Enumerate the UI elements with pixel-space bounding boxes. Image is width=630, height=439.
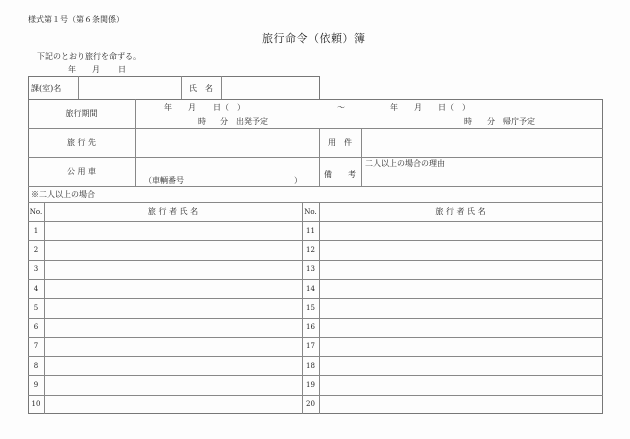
form-number: 様式第１号（第６条関係）: [28, 15, 124, 24]
travel-period-label: 旅行期間: [65, 109, 98, 118]
row-number: 6: [33, 323, 39, 332]
traveler-name-input[interactable]: [45, 396, 302, 413]
row-number: 15: [306, 303, 315, 312]
traveler-name-input[interactable]: [45, 319, 302, 336]
instruction-text: 下記のとおり旅行を命ずる。: [37, 52, 141, 61]
traveler-name-header-left: 旅 行 者 氏 名: [147, 207, 199, 216]
traveler-name-input[interactable]: [320, 319, 602, 336]
remarks-label: 備 考: [324, 170, 356, 179]
purpose-input[interactable]: [362, 129, 602, 156]
traveler-name-input[interactable]: [45, 299, 302, 316]
traveler-name-input[interactable]: [45, 280, 302, 297]
row-number: 19: [306, 381, 315, 390]
traveler-name-input[interactable]: [45, 338, 302, 355]
start-minute-label: 分: [220, 117, 228, 126]
row-number: 5: [33, 303, 39, 312]
traveler-name-input[interactable]: [320, 338, 602, 355]
row-number: 20: [306, 400, 315, 409]
order-date-day: 日: [118, 65, 126, 74]
name-label: 氏 名: [189, 83, 213, 93]
traveler-name-input[interactable]: [45, 222, 302, 239]
return-note: 帰庁予定: [503, 117, 535, 126]
traveler-name-input[interactable]: [45, 241, 302, 258]
row-number: 11: [306, 226, 315, 235]
row-number: 17: [306, 342, 315, 351]
traveler-name-input[interactable]: [320, 299, 602, 316]
traveler-name-input[interactable]: [320, 241, 602, 258]
row-number: 16: [306, 323, 315, 332]
start-month-label: 月: [188, 103, 196, 112]
order-date-year: 年: [68, 65, 76, 74]
name-input[interactable]: [222, 77, 319, 99]
start-year-label: 年: [164, 103, 172, 112]
period-separator: ～: [337, 103, 345, 112]
destination-label: 旅 行 先: [66, 138, 97, 147]
order-date-month: 月: [92, 65, 100, 74]
remarks-note: 二人以上の場合の理由: [365, 159, 445, 168]
no-header-left: No.: [29, 207, 43, 216]
end-year-label: 年: [390, 103, 398, 112]
no-header-right: No.: [304, 207, 317, 216]
department-input[interactable]: [79, 77, 181, 99]
row-number: 9: [33, 381, 39, 390]
row-number: 12: [306, 245, 315, 254]
end-day-label: 日（ ）: [438, 103, 470, 112]
row-number: 13: [306, 265, 315, 274]
end-month-label: 月: [414, 103, 422, 112]
vehicle-number-close: ）: [294, 176, 302, 185]
traveler-name-input[interactable]: [45, 357, 302, 374]
page-title: 旅行命令（依頼）簿: [262, 32, 366, 45]
row-number: 3: [33, 265, 39, 274]
department-label: 課(室)名: [31, 83, 62, 93]
traveler-name-input[interactable]: [45, 376, 302, 393]
traveler-name-input[interactable]: [320, 280, 602, 297]
traveler-name-header-right: 旅 行 者 氏 名: [435, 207, 486, 216]
traveler-name-input[interactable]: [320, 261, 602, 278]
row-number: 8: [33, 361, 39, 370]
start-day-label: 日（ ）: [213, 103, 245, 112]
row-number: 10: [31, 400, 41, 409]
official-car-label: 公 用 車: [66, 167, 97, 176]
traveler-name-input[interactable]: [320, 222, 602, 239]
row-number: 7: [33, 342, 39, 351]
departure-note: 出発予定: [236, 117, 268, 126]
purpose-label: 用 件: [328, 138, 352, 147]
destination-input[interactable]: [136, 129, 319, 156]
traveler-name-input[interactable]: [45, 261, 302, 278]
traveler-name-input[interactable]: [320, 376, 602, 393]
row-number: 18: [306, 361, 315, 370]
vehicle-number-label: （車輌番号: [144, 176, 184, 185]
end-hour-label: 時: [464, 117, 472, 126]
row-number: 2: [33, 245, 39, 254]
end-minute-label: 分: [487, 117, 495, 126]
traveler-name-input[interactable]: [320, 357, 602, 374]
row-number: 14: [306, 284, 315, 293]
remarks-input[interactable]: [362, 168, 602, 185]
travelers-section-label: ※二人以上の場合: [31, 190, 95, 199]
row-number: 1: [33, 226, 39, 235]
start-hour-label: 時: [198, 117, 206, 126]
row-number: 4: [33, 284, 39, 293]
traveler-name-input[interactable]: [320, 396, 602, 413]
